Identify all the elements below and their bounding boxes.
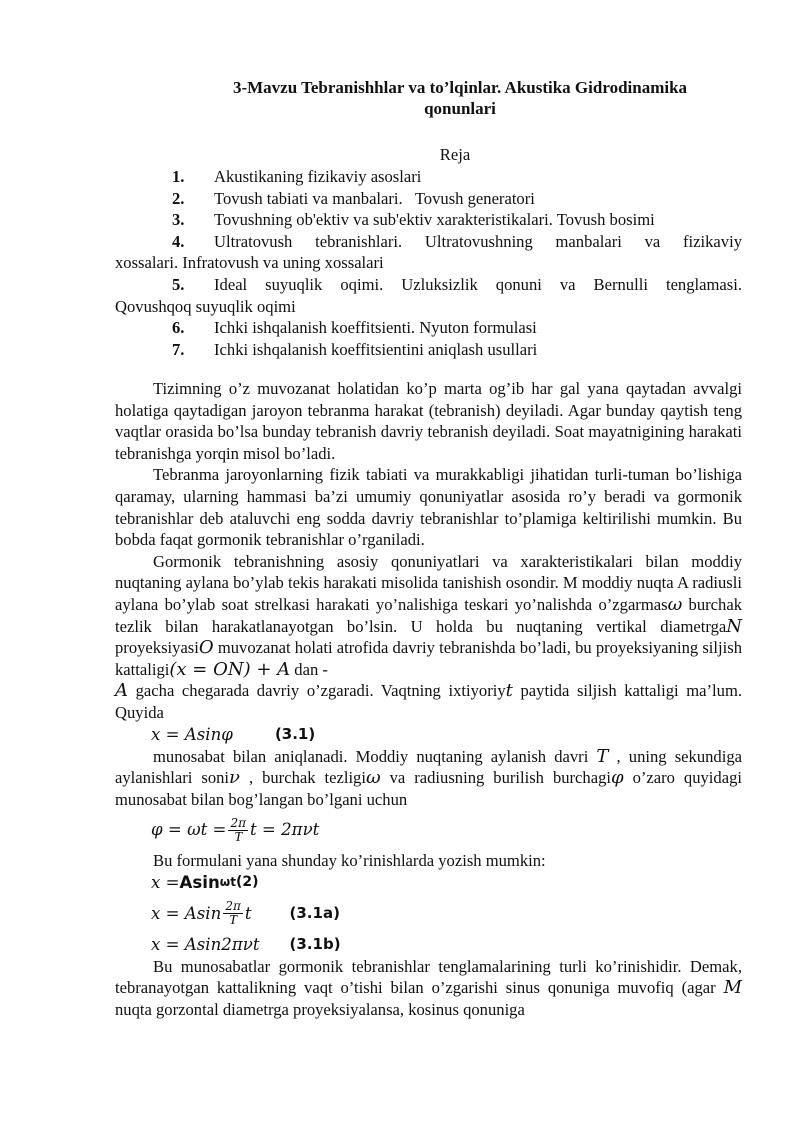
title-line-1: 3-Mavzu Tebranishhlar va to’lqinlar. Akustika Gidrodinamika xyxy=(232,78,688,97)
frequency-symbol: ν xyxy=(229,767,240,789)
equation-bold-part: Asin xyxy=(179,873,220,893)
plan-list xyxy=(115,166,742,360)
equation-small-part: ωt xyxy=(219,875,236,890)
plan-item xyxy=(115,209,742,231)
text-run: o’zaro quyidagi munosabat bilan bog’langan bo’lgani uchun xyxy=(115,768,742,809)
text-run: Gormonik tebranishning asosiy qonuniyatlari va xarakteristikalari bilan moddiy nuqtaning aylana bo’ylab tekis harakati misolida tanishish osondir. M moddiy nuqta A radiusli aylana bo’ylab soat strelkasi harakati yo’nalishiga teskari yo’nalishda o’zgarmas xyxy=(115,551,742,614)
paragraph: Bu formulani yana shunday ko’rinishlarda yozish mumkin: xyxy=(153,851,546,871)
fraction xyxy=(223,899,243,928)
text-run: nuqta gorzontal diametrga proyeksiyalansa, kosinus qonuniga xyxy=(115,1000,525,1020)
paragraph xyxy=(115,551,742,724)
equation-expression: x = Asin2πνt xyxy=(151,935,260,955)
plan-item-number: 6. xyxy=(172,318,185,338)
paragraph: Tebranma jaroyonlarning fizik tabiati va murakkabligi jihatidan turli-tuman bo’lishiga qaramay, ularning hammasi ba’zi umumiy qonuniyatlar asosida ro’y beradi va gormonik tebranishlar deb ataluvchi eng sodda davriy tebranishlar to’plamiga keltirilishi mumkin. Bu bobda faqat gormonik tebranishlar o’rganiladi. xyxy=(115,465,742,550)
plan-item-text: Tovush tabiati va manbalari. Tovush generatori xyxy=(214,188,535,208)
text-run: gacha chegarada davriy o’zgaradi. Vaqtning ixtiyoriy xyxy=(128,681,506,701)
text-run: Bu munosabatlar gormonik tebranishlar tenglamalarining turli ko’rinishidir. Demak, tebranayotgan kattalikning vaqt o’tishi bilan o’zgarishi sinus qonuniga muvofiq (agar xyxy=(115,956,742,998)
t-symbol: t xyxy=(505,680,513,702)
omega-symbol: ω xyxy=(667,593,683,615)
m-symbol: M xyxy=(723,977,742,999)
equation-right: t = 2πνt xyxy=(249,820,320,840)
plan-item-number: 5. xyxy=(172,274,185,294)
o-symbol: O xyxy=(198,637,214,659)
equation-2 xyxy=(115,872,742,894)
plan-item-number: 3. xyxy=(172,210,185,230)
plan-item-number: 4. xyxy=(172,231,185,251)
period-symbol: T xyxy=(596,745,609,767)
text-run: , uning sekundiga aylanishlari soni xyxy=(115,746,742,788)
plan-item xyxy=(115,188,742,210)
equation-phase xyxy=(115,810,742,850)
plan-item-number: 2. xyxy=(172,188,185,208)
text-run: dan - xyxy=(290,659,328,679)
fraction-numerator: 2π xyxy=(225,899,241,914)
body-text xyxy=(115,378,742,1021)
plan-item-continuation: xossalari. Infratovush va uning xossalari xyxy=(115,253,384,273)
equation-number: (3.1) xyxy=(274,724,316,743)
title-line-2: qonunlari xyxy=(424,99,496,118)
plan-item-text: Ichki ishqalanish koeffitsientini aniqlash usullari xyxy=(214,339,538,359)
page-title xyxy=(150,77,770,119)
plan-item xyxy=(115,166,742,188)
omega-symbol: ω xyxy=(365,767,381,789)
equation-expression: x = xyxy=(151,873,180,893)
plan-item-text: Ideal suyuqlik oqimi. Uzluksizlik qonuni va Bernulli tenglamasi. xyxy=(214,274,742,294)
equation-number: (2) xyxy=(235,874,259,891)
a-symbol: A xyxy=(115,680,128,702)
equation-3-1b xyxy=(115,934,742,956)
text-run: paytida siljish kattaligi ma’lum. Quyida xyxy=(115,681,742,722)
text-run: , burchak tezligi xyxy=(240,768,366,788)
plan-item-continuation: Qovushqoq suyuqlik oqimi xyxy=(115,296,296,316)
paragraph xyxy=(115,746,742,811)
plan-item-text: Ultratovush tebranishlari. Ultratovushning manbalari va fizikaviy xyxy=(214,231,742,251)
equation-3-1a xyxy=(115,894,742,934)
equation-number: (3.1a) xyxy=(289,904,340,923)
plan-item xyxy=(115,317,742,339)
text-run: proyeksiyasi xyxy=(115,638,199,658)
paragraph xyxy=(115,956,742,1021)
plan-heading: Reja xyxy=(439,145,471,164)
fraction-denominator: T xyxy=(229,913,237,929)
equation-left: x = Asin xyxy=(151,904,222,924)
equation-3-1 xyxy=(115,724,742,746)
text-run: burchak tezlik bilan harakatlanayotgan bo’lsin. U holda bu nuqtaning vertikal diametrga xyxy=(115,594,743,636)
text-run: va radiusning burilish burchagi xyxy=(380,768,611,788)
fraction xyxy=(228,816,248,845)
text-run: muvozanat holati atrofida davriy tebranishda bo’ladi, bu proyeksiyaning siljish kattaligi xyxy=(115,638,742,679)
displacement-formula: (x = ON) + A xyxy=(169,658,291,680)
phi-symbol: φ xyxy=(611,767,624,789)
plan-item-number: 1. xyxy=(172,167,185,186)
plan-item xyxy=(115,231,742,274)
plan-item-number: 7. xyxy=(172,339,185,359)
fraction-denominator: T xyxy=(234,829,243,845)
equation-number: (3.1b) xyxy=(289,935,341,954)
text-run: munosabat bilan aniqlanadi. Moddiy nuqtaning aylanish davri xyxy=(153,746,597,766)
fraction-numerator: 2π xyxy=(230,815,246,830)
equation-expression: x = Asinφ xyxy=(151,724,233,744)
plan-item-text: Tovushning ob'ektiv va sub'ektiv xarakteristikalari. Tovush bosimi xyxy=(214,210,655,230)
equation-right: t xyxy=(244,904,252,924)
plan-item-text: Akustikaning fizikaviy asoslari xyxy=(214,167,422,186)
plan-item xyxy=(115,339,742,361)
paragraph: Tizimning o’z muvozanat holatidan ko’p marta og’ib har gal yana qaytadan avvalgi holatiga qaytadigan jaroyon tebranma harakat (tebranish) deyiladi. Agar bunday qaytish teng vaqtlar orasida bo’lsa bunday tebranish davriy tebranish deyiladi. Soat mayatnigining harakati tebranishga yorqin misol bo’ladi. xyxy=(115,379,742,463)
n-symbol: N xyxy=(726,615,742,637)
plan-item-text: Ichki ishqalanish koeffitsienti. Nyuton formulasi xyxy=(214,318,537,338)
plan-item xyxy=(115,274,742,317)
equation-left: φ = ωt = xyxy=(151,820,227,840)
